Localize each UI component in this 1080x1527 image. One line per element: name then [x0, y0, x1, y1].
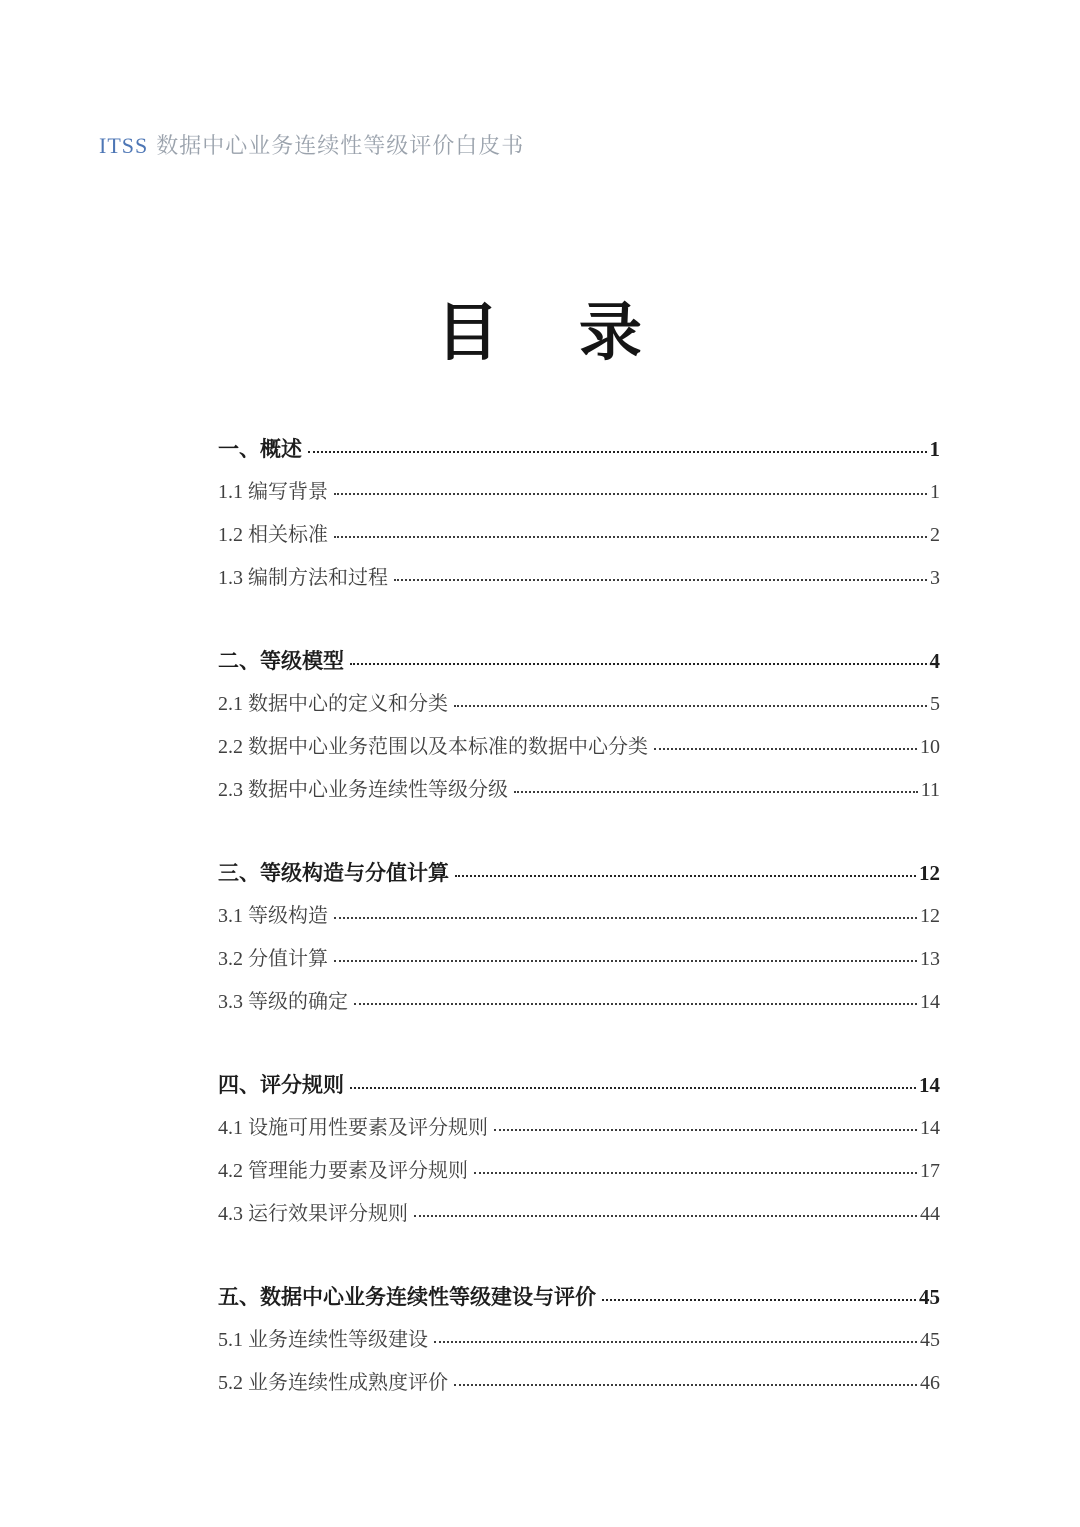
dot-leader [334, 960, 917, 962]
toc-entry-label: 四、评分规则 [218, 1073, 344, 1097]
dot-leader [334, 917, 917, 919]
toc-entry-row [218, 1319, 940, 1362]
toc-section-row [218, 428, 940, 471]
toc-page-number: 44 [920, 1203, 940, 1225]
dot-leader [308, 451, 927, 453]
toc-page-number: 11 [920, 779, 940, 801]
toc-entry-label: 4.3 运行效果评分规则 [218, 1203, 408, 1225]
toc-page-number: 1 [930, 481, 940, 503]
toc-section-row [218, 640, 940, 683]
toc-section-row [218, 1064, 940, 1107]
toc-entry-label: 4.2 管理能力要素及评分规则 [218, 1160, 468, 1182]
toc-entry-label: 1.2 相关标准 [218, 524, 328, 546]
document-header-title: 数据中心业务连续性等级评价白皮书 [156, 133, 525, 158]
document-header [99, 129, 524, 160]
toc-section-row [218, 1276, 940, 1319]
toc-page-number: 14 [920, 991, 940, 1013]
toc-page-number: 13 [920, 948, 940, 970]
page-title: 目 录 [436, 298, 644, 368]
toc-entry-row [218, 1362, 940, 1405]
dot-leader [514, 791, 918, 793]
toc-entry-label: 2.3 数据中心业务连续性等级分级 [218, 779, 508, 801]
toc-page-number: 3 [930, 567, 940, 589]
toc-entry-label: 3.2 分值计算 [218, 948, 328, 970]
dot-leader [654, 748, 917, 750]
toc-group [218, 1064, 940, 1236]
toc-entry-label: 三、等级构造与分值计算 [218, 861, 449, 885]
dot-leader [414, 1215, 917, 1217]
dot-leader [334, 493, 927, 495]
toc-entry-label: 1.1 编写背景 [218, 481, 328, 503]
dot-leader [454, 1384, 917, 1386]
dot-leader [494, 1129, 917, 1131]
toc-entry-label: 2.1 数据中心的定义和分类 [218, 693, 448, 715]
toc-entry-row [218, 895, 940, 938]
toc-entry-label: 3.1 等级构造 [218, 905, 328, 927]
toc-entry-row [218, 557, 940, 600]
dot-leader [334, 536, 927, 538]
toc-entry-row [218, 726, 940, 769]
toc-entry-row [218, 769, 940, 812]
toc-page-number: 17 [920, 1160, 940, 1182]
dot-leader [602, 1299, 916, 1301]
toc-entry-label: 五、数据中心业务连续性等级建设与评价 [218, 1285, 596, 1309]
toc-entry-label: 4.1 设施可用性要素及评分规则 [218, 1117, 488, 1139]
dot-leader [454, 705, 927, 707]
toc-entry-row [218, 1107, 940, 1150]
toc-page-number: 12 [920, 905, 940, 927]
table-of-contents [218, 428, 940, 1405]
toc-group [218, 640, 940, 812]
toc-entry-label: 1.3 编制方法和过程 [218, 567, 388, 589]
toc-entry-label: 二、等级模型 [218, 649, 344, 673]
toc-group [218, 852, 940, 1024]
toc-page-number: 14 [919, 1073, 940, 1097]
toc-page-number: 4 [929, 649, 940, 673]
toc-page-number: 10 [920, 736, 940, 758]
toc-entry-row [218, 514, 940, 557]
toc-entry-row [218, 1193, 940, 1236]
toc-page-number: 45 [920, 1329, 940, 1351]
toc-page-number: 46 [920, 1372, 940, 1394]
toc-page-number: 1 [929, 437, 940, 461]
dot-leader [394, 579, 927, 581]
toc-entry-label: 3.3 等级的确定 [218, 991, 348, 1013]
toc-group [218, 428, 940, 600]
toc-entry-row [218, 1150, 940, 1193]
brand-text: ITSS [99, 133, 149, 158]
toc-entry-label: 2.2 数据中心业务范围以及本标准的数据中心分类 [218, 736, 648, 758]
toc-page-number: 5 [930, 693, 940, 715]
toc-page-number: 14 [920, 1117, 940, 1139]
dot-leader [434, 1341, 917, 1343]
dot-leader [474, 1172, 917, 1174]
dot-leader [455, 875, 916, 877]
toc-entry-label: 5.2 业务连续性成熟度评价 [218, 1372, 448, 1394]
toc-section-row [218, 852, 940, 895]
toc-page-number: 2 [930, 524, 940, 546]
toc-page-number: 12 [919, 861, 940, 885]
toc-group [218, 1276, 940, 1405]
dot-leader [350, 1087, 916, 1089]
toc-entry-row [218, 471, 940, 514]
toc-entry-row [218, 683, 940, 726]
dot-leader [354, 1003, 917, 1005]
dot-leader [350, 663, 927, 665]
toc-entry-row [218, 938, 940, 981]
toc-entry-label: 5.1 业务连续性等级建设 [218, 1329, 428, 1351]
toc-entry-row [218, 981, 940, 1024]
toc-page-number: 45 [919, 1285, 940, 1309]
toc-entry-label: 一、概述 [218, 437, 302, 461]
